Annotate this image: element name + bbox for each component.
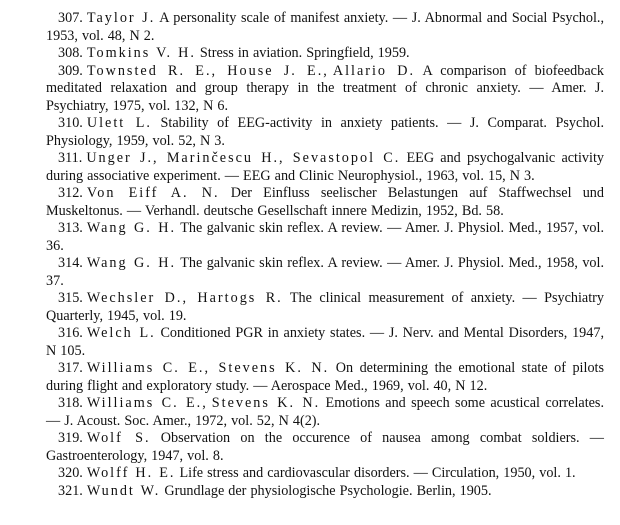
reference-authors: Taylor J.: [86, 10, 156, 26]
reference-text: A comparison of biofeedback meditated relaxation and group therapy in the treatment of chronic anxiety. — Amer. J. Psychiatry, 1975, vol. 132, N 6.: [46, 62, 605, 114]
reference-319: [46, 430, 604, 465]
reference-number: 318.: [58, 395, 83, 411]
reference-number: 316.: [58, 325, 83, 341]
reference-number: 317.: [58, 360, 83, 376]
reference-number: 314.: [58, 255, 83, 271]
reference-309: [46, 63, 604, 116]
reference-text: Observation on the occurence of nausea among combat soldiers. — Gastroenterology, 1947, vol. 8.: [46, 430, 604, 464]
reference-authors: Wechsler D., Hartogs R.: [86, 290, 283, 306]
reference-310: [46, 115, 604, 150]
reference-number: 308.: [58, 45, 83, 61]
reference-316: [46, 325, 604, 360]
reference-text: Life stress and cardiovascular disorders. — Circulation, 1950, vol. 1.: [179, 465, 576, 481]
reference-315: [46, 290, 604, 325]
reference-number: 307.: [58, 10, 83, 26]
reference-number: 321.: [58, 482, 83, 499]
reference-text: Emotions and speech some acustical correlates. — J. Acoust. Soc. Amer., 1972, vol. 52, N 4(2).: [46, 395, 605, 429]
reference-text: Stress in aviation. Springfield, 1959.: [199, 45, 410, 61]
reference-number: 320.: [58, 465, 83, 481]
reference-number: 312.: [58, 185, 83, 201]
reference-authors-secondary: Allario D.: [332, 62, 416, 79]
reference-308: [46, 45, 604, 63]
reference-number: 311.: [58, 150, 83, 166]
reference-authors: Williams C. E.,: [86, 395, 208, 411]
reference-number: 313.: [58, 220, 83, 236]
reference-authors: Wolf S.: [86, 430, 151, 446]
reference-text: A personality scale of manifest anxiety. — J. Abnormal and Social Psychol., 1953, vol. 48, N 2.: [46, 10, 605, 44]
reference-314: [46, 255, 604, 290]
reference-text: Conditioned PGR in anxiety states. — J. Nerv. and Mental Disorders, 1947, N 105.: [46, 325, 604, 359]
reference-307: [46, 10, 604, 45]
reference-authors: Tomkins V. H.: [86, 45, 196, 61]
reference-authors: Von Eiff A. N.: [86, 185, 220, 201]
reference-number: 310.: [58, 115, 83, 131]
reference-320: [46, 465, 604, 483]
reference-313: [46, 220, 604, 255]
reference-authors: Welch L.: [86, 325, 156, 341]
reference-text: Stability of EEG-activity in anxiety patients. — J. Comparat. Psychol. Physiology, 1959, vol. 52, N 3.: [46, 115, 604, 149]
reference-authors-secondary: Stevens K. N.: [211, 395, 321, 411]
reference-311: [46, 150, 604, 185]
reference-text: The galvanic skin reflex. A review. — Amer. J. Physiol. Med., 1957, vol. 36.: [46, 220, 605, 254]
reference-317: [46, 360, 604, 395]
reference-number: 319.: [58, 430, 83, 446]
reference-authors: Wundt W.: [86, 482, 161, 499]
reference-text: EEG and psychogalvanic activity during associative experiment. — EEG and Clinic Neurophysiol., 1963, vol. 15, N 3.: [46, 150, 604, 184]
reference-text: Der Einfluss seelischer Belastungen auf Staffwechsel und Muskeltonus. — Verhandl. deutsche Gesellschaft innere Medizin, 1952, Bd. 58.: [46, 185, 604, 219]
reference-text: The clinical measurement of anxiety. — Psychiatry Quarterly, 1945, vol. 19.: [46, 290, 604, 324]
reference-authors: Ulett L.: [86, 115, 152, 131]
reference-authors: Williams C. E., Stevens K. N.: [86, 360, 330, 376]
reference-authors: Townsted R. E., House J. E.,: [86, 62, 329, 79]
reference-text: Grundlage der physiologische Psychologie. Berlin, 1905.: [164, 482, 492, 499]
reference-321: [46, 483, 604, 501]
reference-authors: Unger J., Marinčescu H., Sevastopol C.: [86, 150, 401, 166]
reference-authors: Wolff H. E.: [86, 465, 176, 481]
reference-number: 309.: [58, 62, 83, 79]
reference-authors: Wang G. H.: [86, 255, 177, 271]
reference-318: [46, 395, 604, 430]
reference-number: 315.: [58, 290, 83, 306]
reference-text: On determining the emotional state of pilots during flight and exploratory study. — Aerospace Med., 1969, vol. 40, N 12.: [46, 360, 605, 394]
reference-authors: Wang G. H.: [86, 220, 177, 236]
reference-312: [46, 185, 604, 220]
reference-text: The galvanic skin reflex. A review. — Amer. J. Physiol. Med., 1958, vol. 37.: [46, 255, 605, 289]
